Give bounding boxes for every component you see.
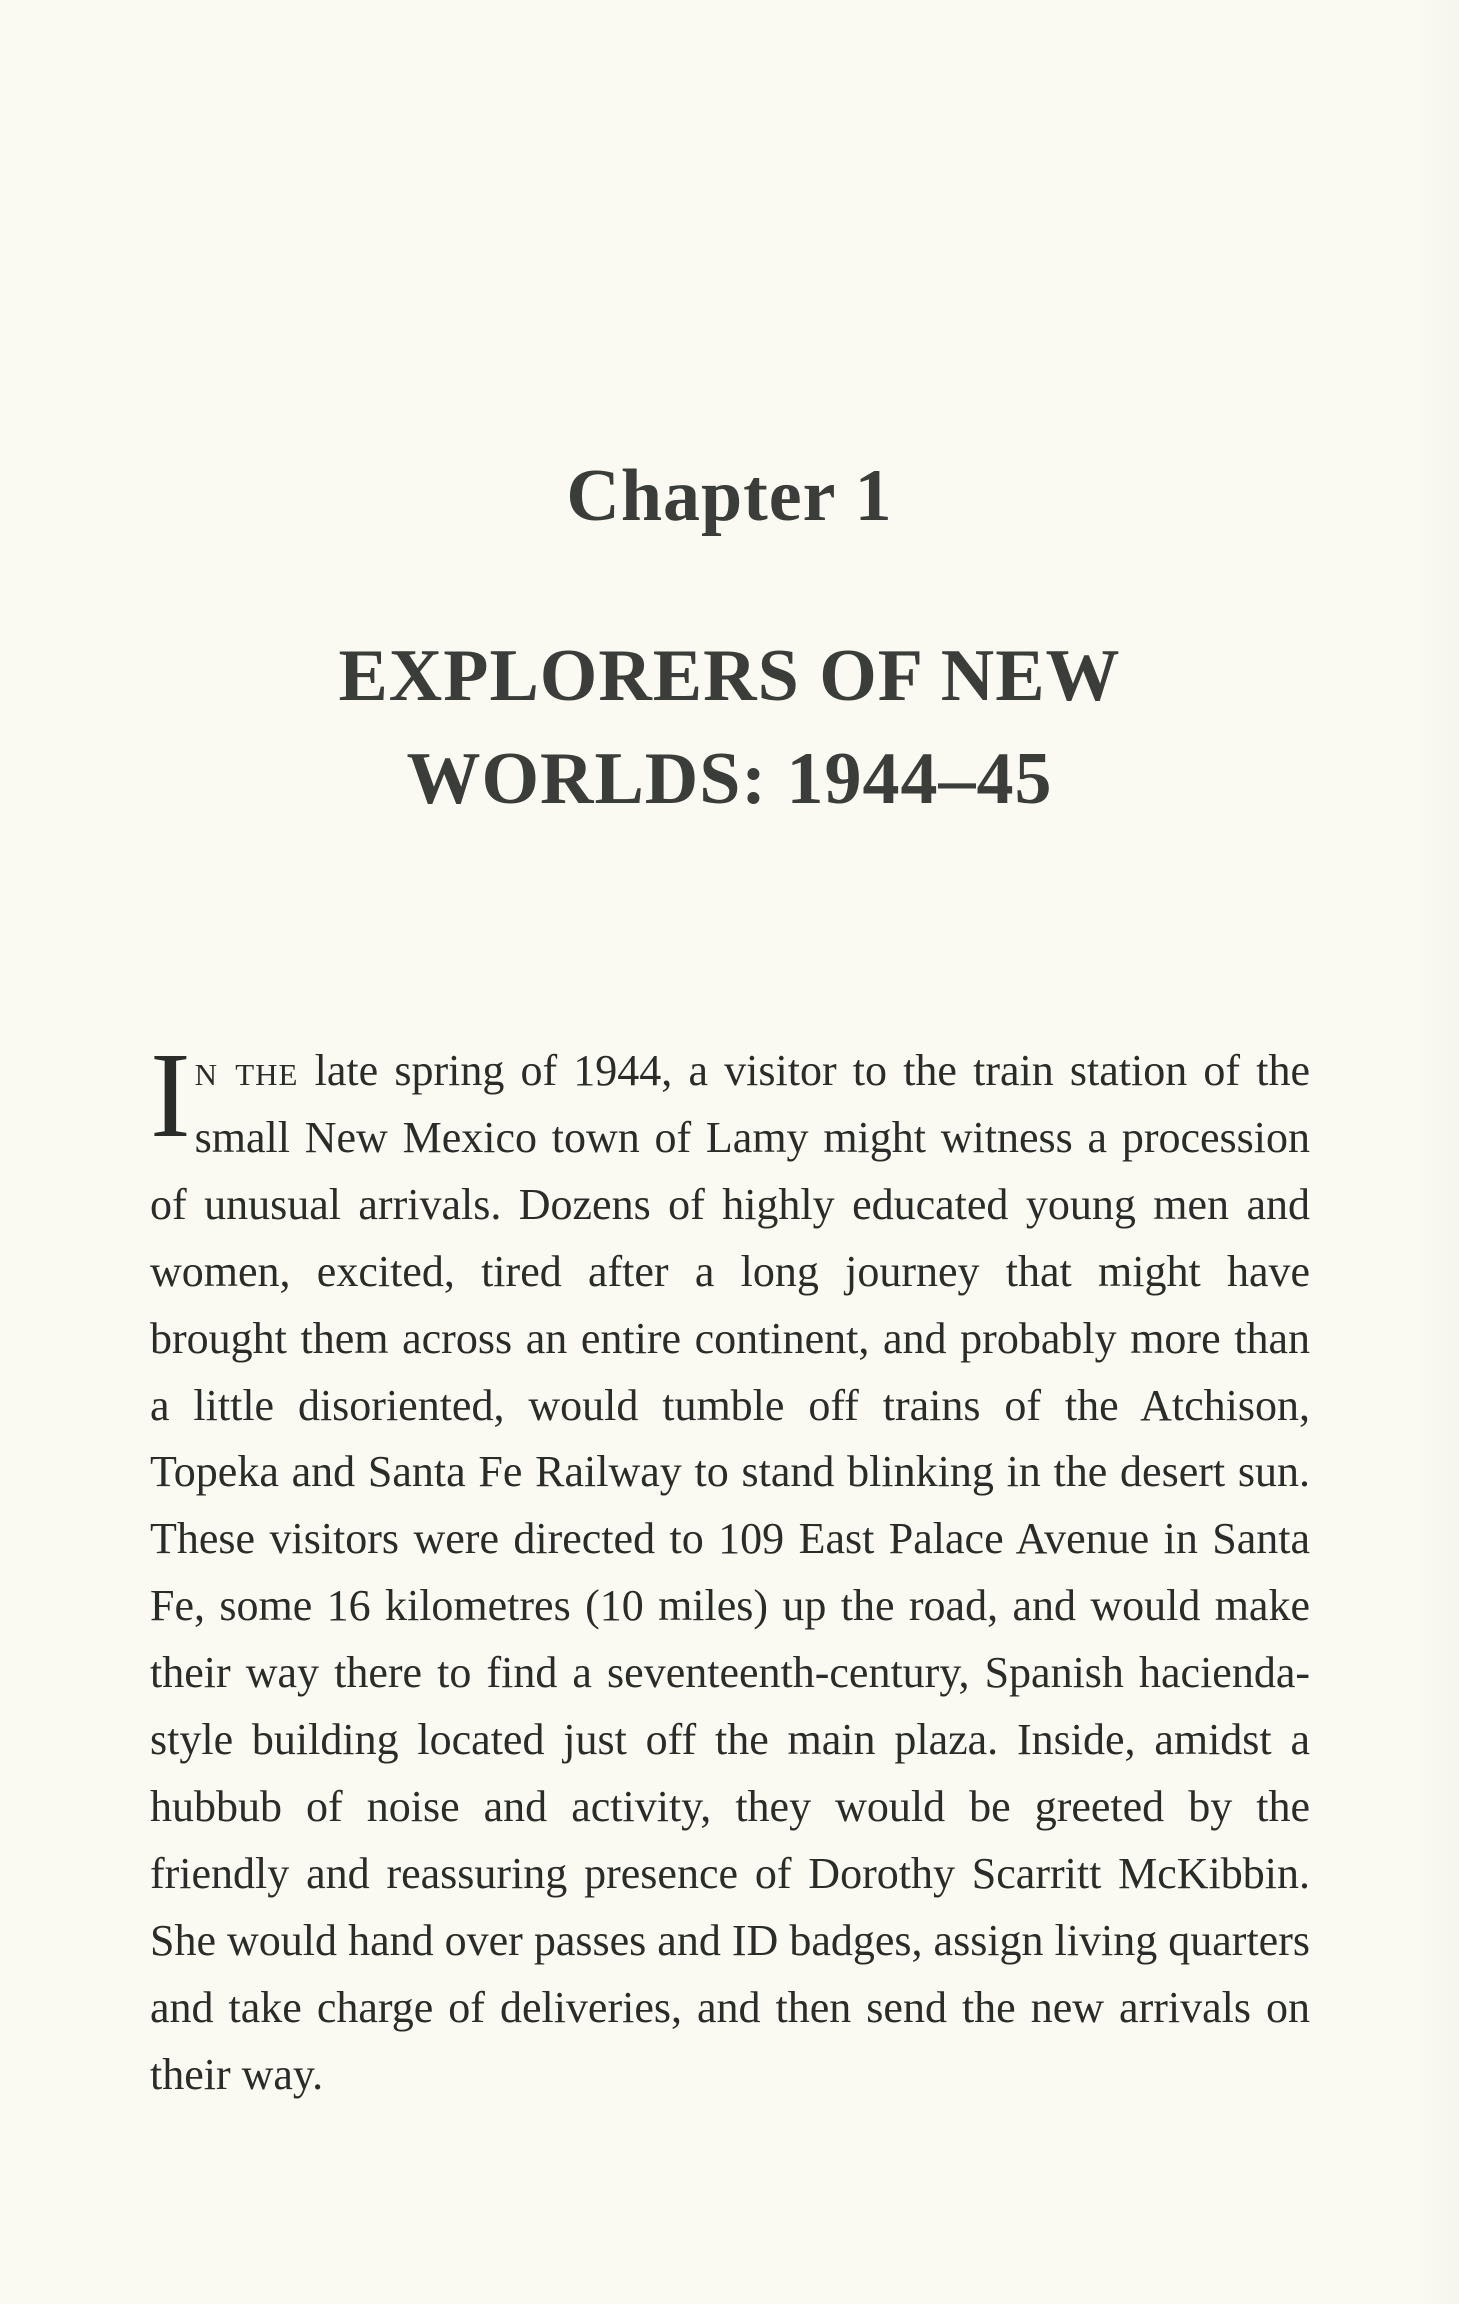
chapter-title-line-1: EXPLORERS OF NEW — [338, 635, 1121, 717]
lead-in-small-caps: n the — [194, 1046, 299, 1095]
chapter-title-line-2: WORLDS: 1944–45 — [406, 738, 1053, 820]
paragraph-text: late spring of 1944, a visitor to the train station of the small New Mexico town of Lamy might witness a procession of unusual arrivals. Dozens of highly educated young men and women, excited, tired after a long journey that might have brought them across an entire continent, and probably more than a little disoriented, would tumble off trains of the Atchison, Topeka and Santa Fe Railway to stand blinking in the desert sun. These visitors were directed to 109 East Palace Avenue in Santa Fe, some 16 kilometres (10 miles) up the road, and would make their way there to find a seventeenth-century, Spanish hacienda-style building located just off the main plaza. Inside, amidst a hubbub of noise and activity, they would be greeted by the friendly and reassuring presence of Dorothy Scarritt McKibbin. She would hand over passes and ID badges, assign living quarters and take charge of deliveries, and then send the new arrivals on their way. — [150, 1046, 1310, 2099]
drop-cap: I — [150, 1028, 191, 1163]
scan-edge-shadow — [1419, 0, 1459, 2304]
chapter-number: Chapter 1 — [566, 455, 893, 537]
chapter-title — [250, 625, 1209, 831]
body-paragraph — [150, 1028, 1310, 2109]
